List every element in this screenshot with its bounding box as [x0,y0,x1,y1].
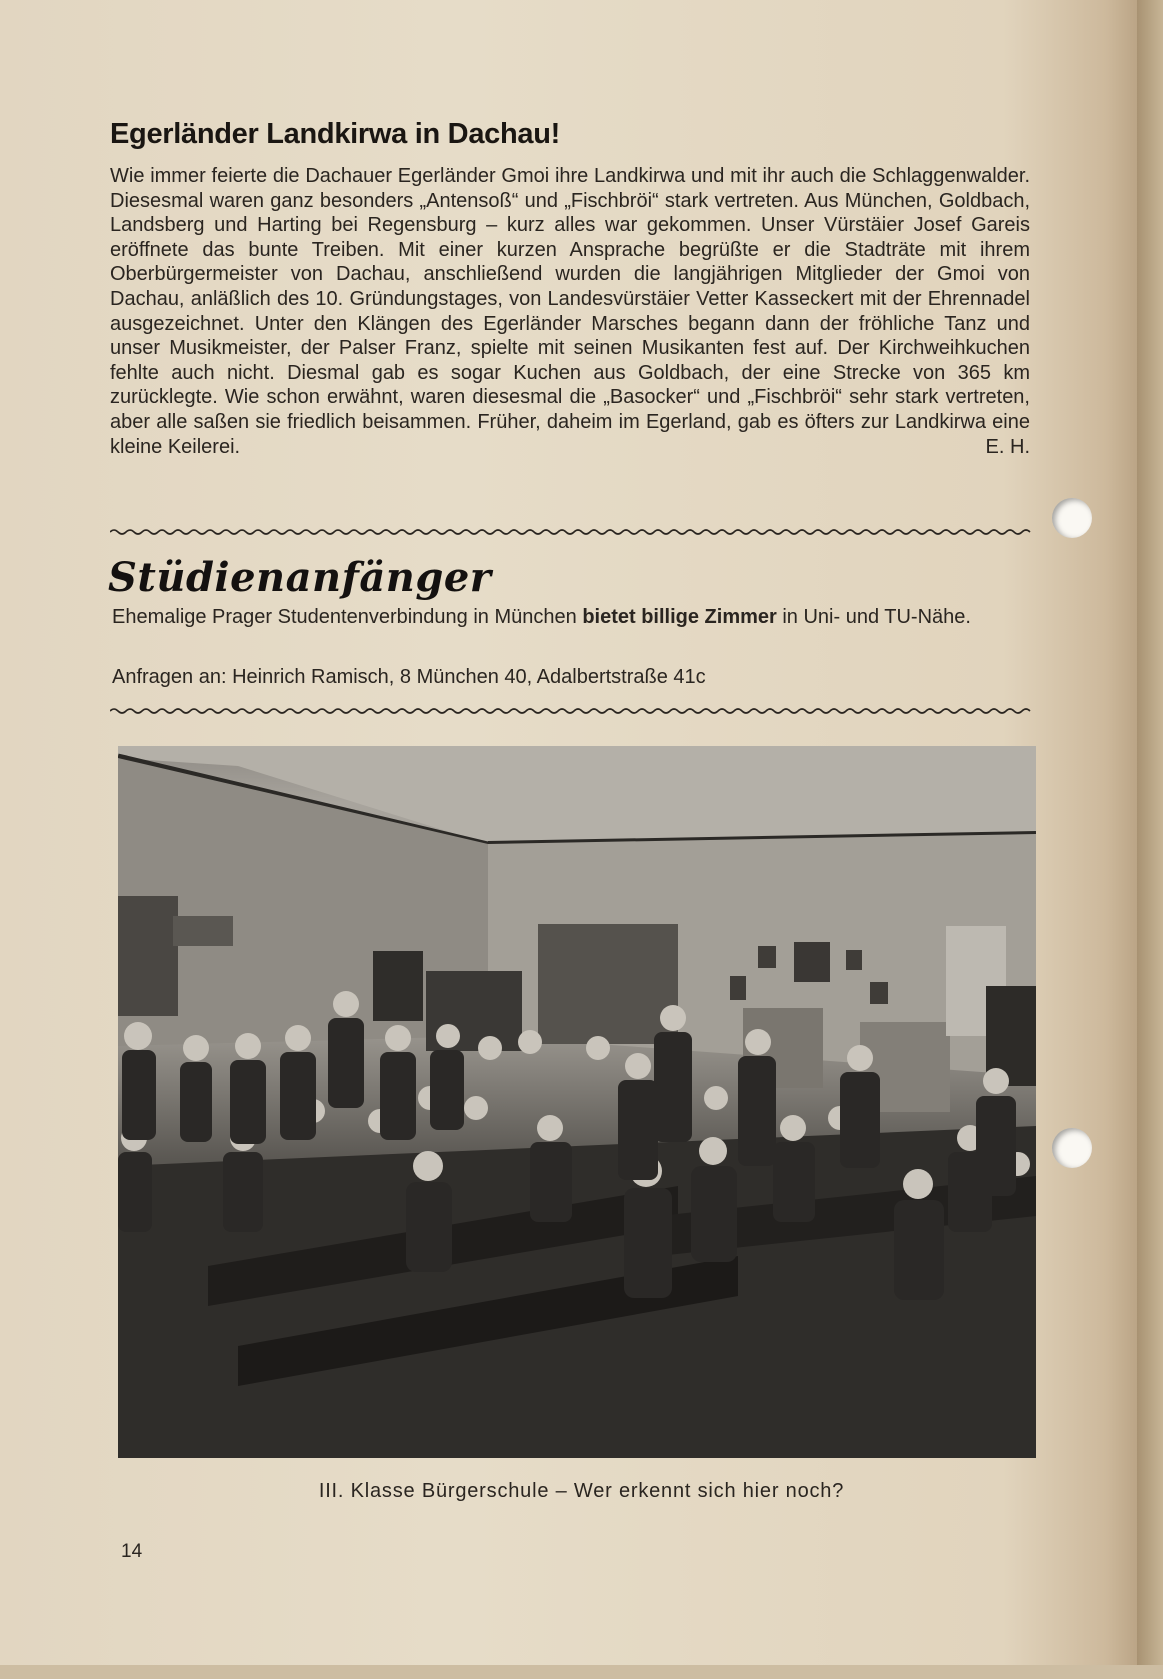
page-number: 14 [121,1541,143,1562]
page-binding-edge [1137,0,1163,1679]
ad-text-emphasis: bietet billige Zimmer [582,606,777,628]
ad-text [112,605,1032,630]
article-body-text: Wie immer feierte die Dachauer Egerländer Gmoi ihre Landkirwa und mit ihr auch die Schlaggenwalder. Diesesmal waren ganz besonders „Antensoß“ und „Fischbröi“ stark vertreten. Aus München, Goldbach, Landsberg und Harting bei Regensburg – kurz alles war gekommen. Unser Vürstäier Josef Gareis eröffnete das bunte Treiben. Mit einer kurzen Ansprache begrüßte er die Stadträte mit ihrem Oberbürgermeister von Dachau, anschließend wurden die langjährigen Mitglieder der Gmoi von Dachau, anläßlich des 10. Gründungstages, von Landesvürstäier Vetter Kasseckert mit der Ehrennadel ausgezeichnet. Unter den Klängen des Egerländer Marsches begann dann der fröhliche Tanz und unser Musikmeister, der Palser Franz, spielte mit seinen Musikanten fest auf. Der Kirchweihkuchen fehlte auch nicht. Diesmal gab es sogar Kuchen aus Goldbach, der eine Strecke von 365 km zurücklegte. Wie schon erwähnt, waren diesesmal die „Basocker“ und „Fischbröi“ sehr stark vertreten, aber alle saßen sie friedlich beisammen. Früher, daheim im Egerland, gab es öfters zur Landkirwa eine kleine Keilerei. [110,165,1030,458]
article-body [110,164,1030,459]
photo-caption: III. Klasse Bürgerschule – Wer erkennt sich hier noch? [318,1480,845,1502]
ad-headline: Stüdienanfänger [108,554,492,601]
class-photo-illustration [118,746,1036,1458]
ad-contact: Anfragen an: Heinrich Ramisch, 8 München 40, Adalbertstraße 41c [112,666,706,688]
ad-text-end: in Uni- und TU-Nähe. [776,606,971,628]
ad-text-start: Ehemalige Prager Studentenverbindung in München [112,606,583,628]
article-headline: Egerländer Landkirwa in Dachau! [110,118,560,150]
punch-hole [1052,498,1092,538]
punch-hole [1052,1128,1092,1168]
wavy-divider [110,526,1035,538]
wavy-divider [110,705,1035,717]
class-photo [118,746,1036,1458]
page-bottom-edge [0,1665,1163,1679]
article-signature: E. H. [985,435,1030,458]
